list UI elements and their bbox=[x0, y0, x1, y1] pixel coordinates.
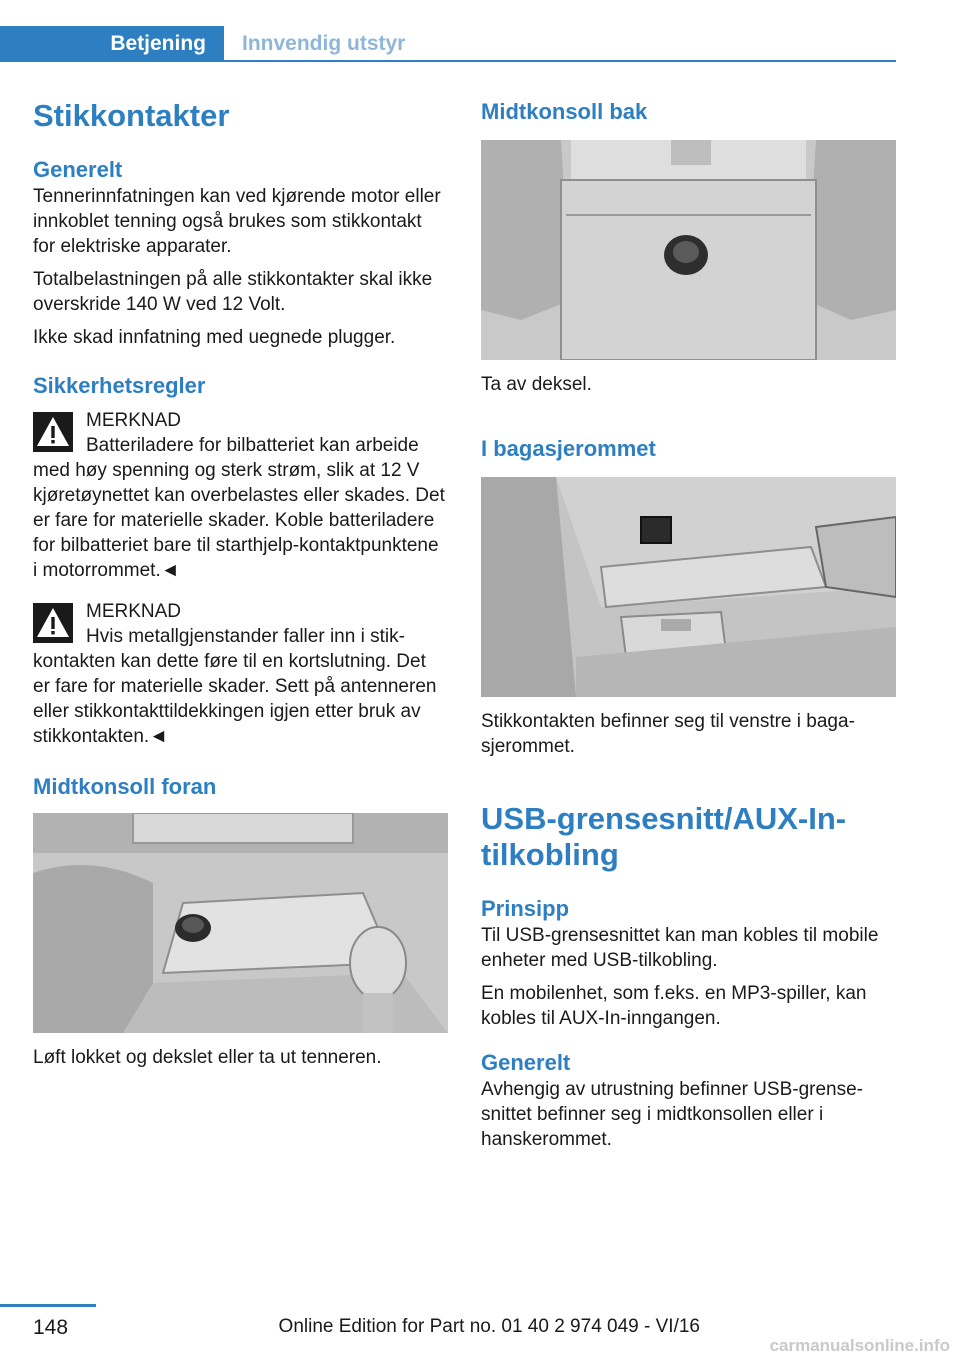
warning-block-2 bbox=[33, 599, 448, 749]
watermark: carmanualsonline.info bbox=[769, 1336, 950, 1355]
section-title-usb-aux: USB-grensesnitt/AUX-In-tilkobling bbox=[481, 801, 847, 872]
paragraph-general-2: Totalbelastningen på alle stikkontakter skal ikke overskride 140 W ved 12 Volt. bbox=[33, 269, 433, 315]
paragraph-principle-1: Til USB-grensesnittet kan man kobles til mobile enheter med USB-tilkobling. bbox=[481, 925, 879, 971]
warning-1-body: Batteriladere for bilbatteriet kan arbeide med høy spenning og sterk strøm, slik at 12 V kjøretøynettet kan overbelastes eller skades. Det er fare for materielle skader. Koble batteriladere for bilbatteriet bare til starthjelp-kontaktpunktene i motorrommet.◄ bbox=[33, 435, 445, 581]
paragraph-general-1: Tennerinnfatningen kan ved kjørende motor eller innkoblet tenning også brukes som stikkontakt for elektriske apparater. bbox=[33, 186, 441, 257]
photo-rear-console bbox=[481, 140, 896, 360]
heading-midtkonsoll-bak: Midtkonsoll bak bbox=[481, 99, 648, 124]
heading-i-bagasjerommet: I bagasjerommet bbox=[481, 436, 656, 461]
tab-innvendig-utstyr[interactable]: Innvendig utstyr bbox=[242, 32, 406, 55]
tab-betjening[interactable]: Betjening bbox=[0, 26, 224, 62]
warning-2-heading: MERKNAD bbox=[86, 601, 182, 622]
photo-front-console bbox=[33, 813, 448, 1033]
heading-midtkonsoll-foran: Midtkonsoll foran bbox=[33, 774, 217, 799]
header-bar bbox=[0, 0, 960, 62]
left-column bbox=[33, 98, 448, 1070]
right-column bbox=[481, 98, 896, 1152]
heading-prinsipp: Prinsipp bbox=[481, 896, 570, 921]
heading-sikkerhetsregler: Sikkerhetsregler bbox=[33, 373, 206, 398]
warning-1-heading: MERKNAD bbox=[86, 410, 182, 431]
paragraph-principle-2: En mobilenhet, som f.eks. en MP3-spiller, kan kobles til AUX-In-inngangen. bbox=[481, 983, 867, 1029]
edition-note: Online Edition for Part no. 01 40 2 974 049 - VI/16 bbox=[278, 1316, 700, 1337]
heading-generelt-usb: Generelt bbox=[481, 1050, 571, 1075]
photo-luggage-compartment bbox=[481, 477, 896, 697]
warning-block-1 bbox=[33, 408, 448, 583]
section-title-stikkontakter: Stikkontakter bbox=[33, 98, 230, 133]
warning-2-body: Hvis metallgjenstander faller inn i stikkontakten kan dette føre til en kortslutning. Det er fare for materielle skader. Sett på antenneren eller stikkontakttildekkingen igjen etter bruk av stikkontakten.◄ bbox=[33, 626, 437, 747]
heading-generelt: Generelt bbox=[33, 157, 123, 182]
page-number: 148 bbox=[33, 1316, 69, 1339]
header-divider bbox=[224, 60, 896, 62]
footer-divider bbox=[0, 1304, 96, 1307]
paragraph-usb-general: Avhengig av utrustning befinner USB-grensesnittet befinner seg i midtkonsollen eller i hanskerommet. bbox=[481, 1079, 863, 1150]
caption-luggage-compartment: Stikkontakten befinner seg til venstre i bagasjerommet. bbox=[481, 711, 855, 757]
warning-triangle-icon bbox=[33, 603, 73, 643]
warning-triangle-icon bbox=[33, 412, 73, 452]
caption-front-console: Løft lokket og dekslet eller ta ut tenneren. bbox=[33, 1047, 382, 1068]
caption-rear-console: Ta av deksel. bbox=[481, 374, 592, 395]
paragraph-general-3: Ikke skad innfatning med uegnede plugger. bbox=[33, 327, 396, 348]
